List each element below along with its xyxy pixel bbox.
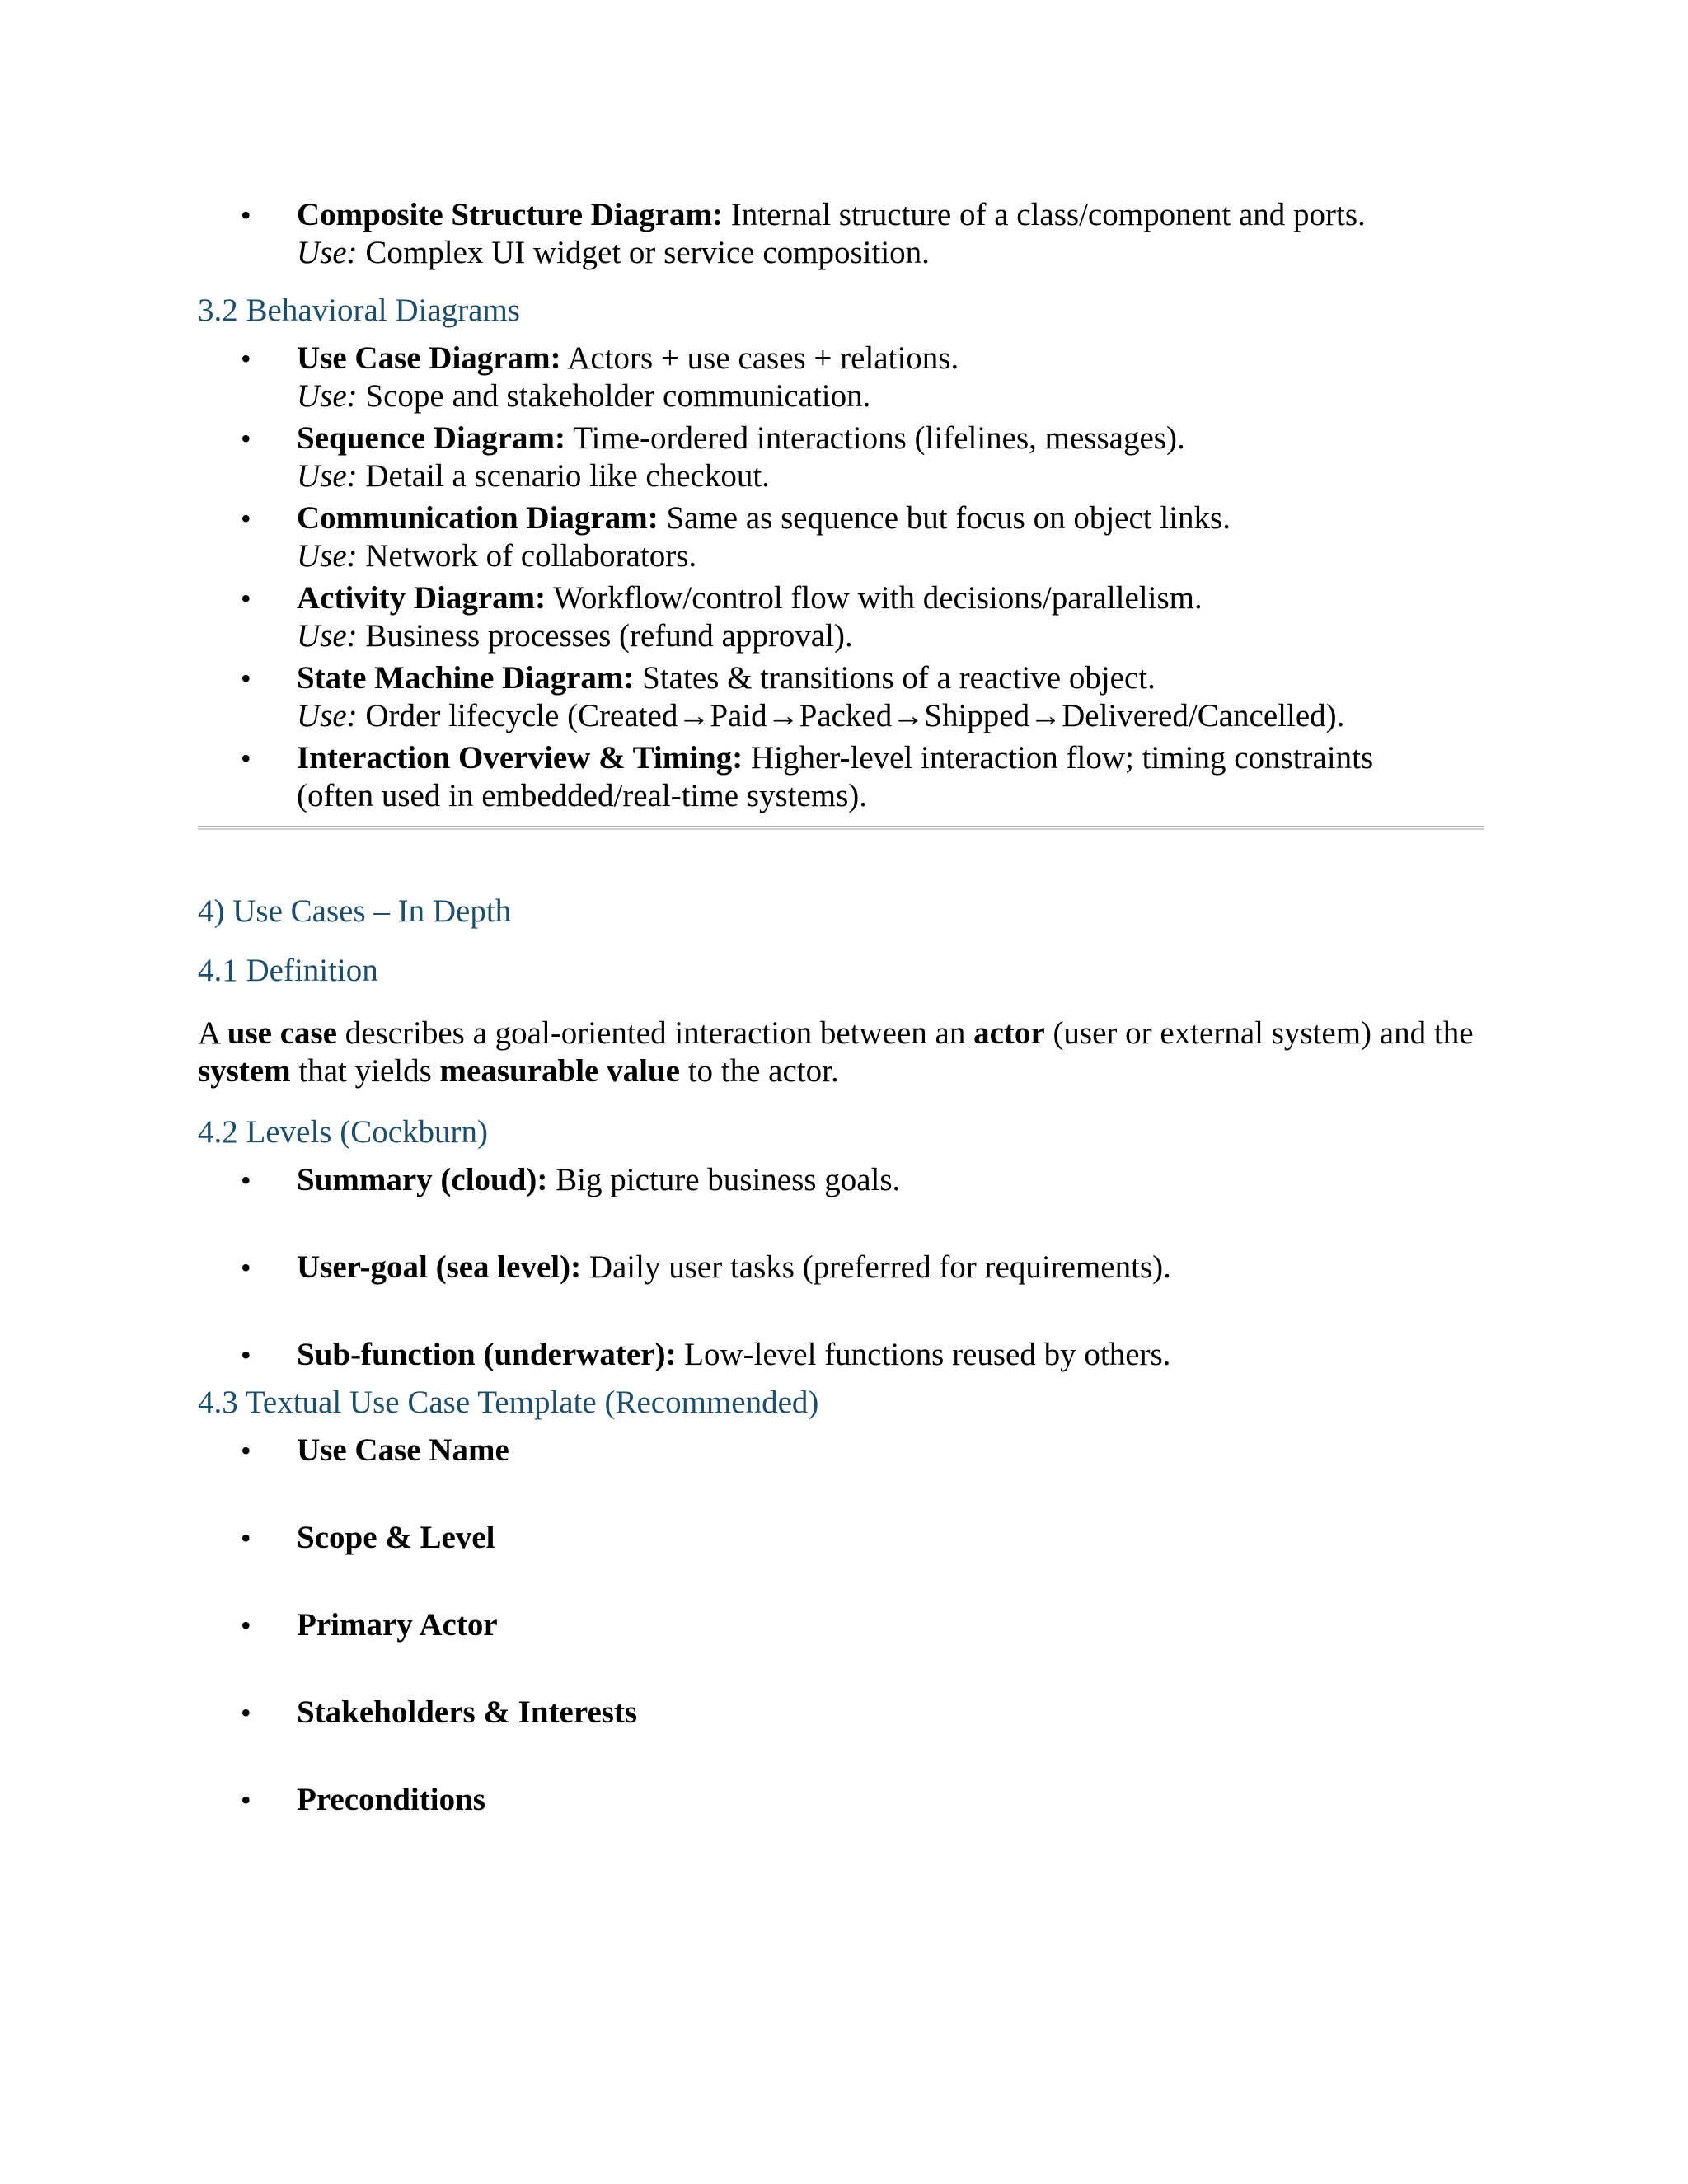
template-field: Use Case Name	[297, 1432, 509, 1468]
list-item	[198, 1519, 1484, 1557]
page-content	[198, 196, 1484, 1819]
use-text: Complex UI widget or service composition.	[357, 235, 930, 270]
behavioral-diagram-list	[198, 340, 1484, 815]
bullet-icon: •	[241, 199, 251, 232]
bold-term: system	[198, 1053, 291, 1089]
text-run: (user or external system) and the	[1044, 1015, 1474, 1051]
bullet-icon: •	[241, 1338, 251, 1371]
bullet-icon: •	[241, 1696, 251, 1729]
diagram-description: Same as sequence but focus on object links.	[658, 500, 1231, 536]
list-item	[198, 739, 1484, 815]
section-heading-template: 4.3 Textual Use Case Template (Recommended)	[198, 1385, 819, 1420]
use-text: Scope and stakeholder communication.	[357, 378, 871, 414]
list-item	[198, 1161, 1484, 1199]
level-term: User-goal (sea level):	[297, 1249, 582, 1285]
list-item	[198, 1606, 1484, 1644]
text-run: that yields	[290, 1053, 440, 1089]
template-field: Preconditions	[297, 1782, 485, 1817]
use-text: Order lifecycle (Created→Paid→Packed→Shipped→Delivered/Cancelled).	[357, 698, 1345, 733]
bullet-icon: •	[241, 342, 251, 375]
use-text: Detail a scenario like checkout.	[357, 458, 770, 494]
diagram-term: Interaction Overview & Timing:	[297, 740, 743, 776]
bullet-icon: •	[241, 1521, 251, 1554]
list-item	[198, 659, 1484, 735]
bullet-icon: •	[241, 582, 251, 615]
diagram-description: Time-ordered interactions (lifelines, messages).	[565, 420, 1185, 456]
use-label: Use:	[297, 698, 358, 733]
list-item	[198, 196, 1484, 272]
bullet-icon: •	[241, 502, 251, 535]
use-label: Use:	[297, 235, 358, 270]
list-item	[198, 419, 1484, 495]
diagram-term: Sequence Diagram:	[297, 420, 566, 456]
use-text: Network of collaborators.	[357, 538, 697, 574]
diagram-term: Use Case Diagram:	[297, 340, 561, 376]
diagram-term: Activity Diagram:	[297, 580, 546, 616]
diagram-description: Internal structure of a class/component and ports.	[723, 197, 1366, 232]
text-run: A	[198, 1015, 227, 1051]
section-heading-definition: 4.1 Definition	[198, 953, 378, 988]
template-list	[198, 1432, 1484, 1819]
bullet-icon: •	[241, 1783, 251, 1816]
level-description: Low-level functions reused by others.	[676, 1337, 1171, 1372]
bullet-icon: •	[241, 1164, 251, 1197]
bullet-icon: •	[241, 742, 251, 775]
diagram-description: Actors + use cases + relations.	[560, 340, 959, 376]
list-item	[198, 1249, 1484, 1286]
diagram-description: States & transitions of a reactive object.	[634, 660, 1156, 696]
diagram-term: Communication Diagram:	[297, 500, 659, 536]
use-label: Use:	[297, 458, 358, 494]
section-heading-behavioral: 3.2 Behavioral Diagrams	[198, 293, 520, 328]
section-heading-levels: 4.2 Levels (Cockburn)	[198, 1114, 488, 1150]
structural-diagram-list	[198, 196, 1484, 272]
level-term: Summary (cloud):	[297, 1162, 548, 1197]
list-item	[198, 1781, 1484, 1819]
use-label: Use:	[297, 538, 358, 574]
text-run: describes a goal-oriented interaction between an	[337, 1015, 974, 1051]
use-label: Use:	[297, 618, 358, 654]
diagram-term: State Machine Diagram:	[297, 660, 635, 696]
bold-term: use case	[227, 1015, 337, 1051]
diagram-description: Workflow/control flow with decisions/parallelism.	[546, 580, 1203, 616]
bullet-icon: •	[241, 1609, 251, 1642]
bold-term: measurable value	[439, 1053, 680, 1089]
list-item	[198, 1432, 1484, 1469]
list-item	[198, 499, 1484, 575]
text-run: to the actor.	[679, 1053, 839, 1089]
level-term: Sub-function (underwater):	[297, 1337, 677, 1372]
bullet-icon: •	[241, 1251, 251, 1284]
level-description: Daily user tasks (preferred for requirements).	[581, 1249, 1171, 1285]
list-item	[198, 579, 1484, 655]
bold-term: actor	[973, 1015, 1045, 1051]
definition-paragraph	[198, 1015, 1484, 1090]
levels-list	[198, 1161, 1484, 1374]
horizontal-rule	[198, 826, 1484, 830]
use-text: Business processes (refund approval).	[357, 618, 853, 654]
level-description: Big picture business goals.	[547, 1162, 901, 1197]
section-heading-use-cases: 4) Use Cases – In Depth	[198, 893, 512, 929]
bullet-icon: •	[241, 662, 251, 695]
template-field: Scope & Level	[297, 1520, 495, 1555]
list-item	[198, 1694, 1484, 1732]
bullet-icon: •	[241, 1434, 251, 1467]
list-item	[198, 1336, 1484, 1374]
template-field: Stakeholders & Interests	[297, 1694, 638, 1730]
template-field: Primary Actor	[297, 1607, 498, 1643]
diagram-term: Composite Structure Diagram:	[297, 197, 724, 232]
list-item	[198, 340, 1484, 415]
bullet-icon: •	[241, 422, 251, 455]
diagram-description: Higher-level interaction flow; timing constraints (often used in embedded/real-time systems).	[297, 740, 1374, 813]
use-label: Use:	[297, 378, 358, 414]
